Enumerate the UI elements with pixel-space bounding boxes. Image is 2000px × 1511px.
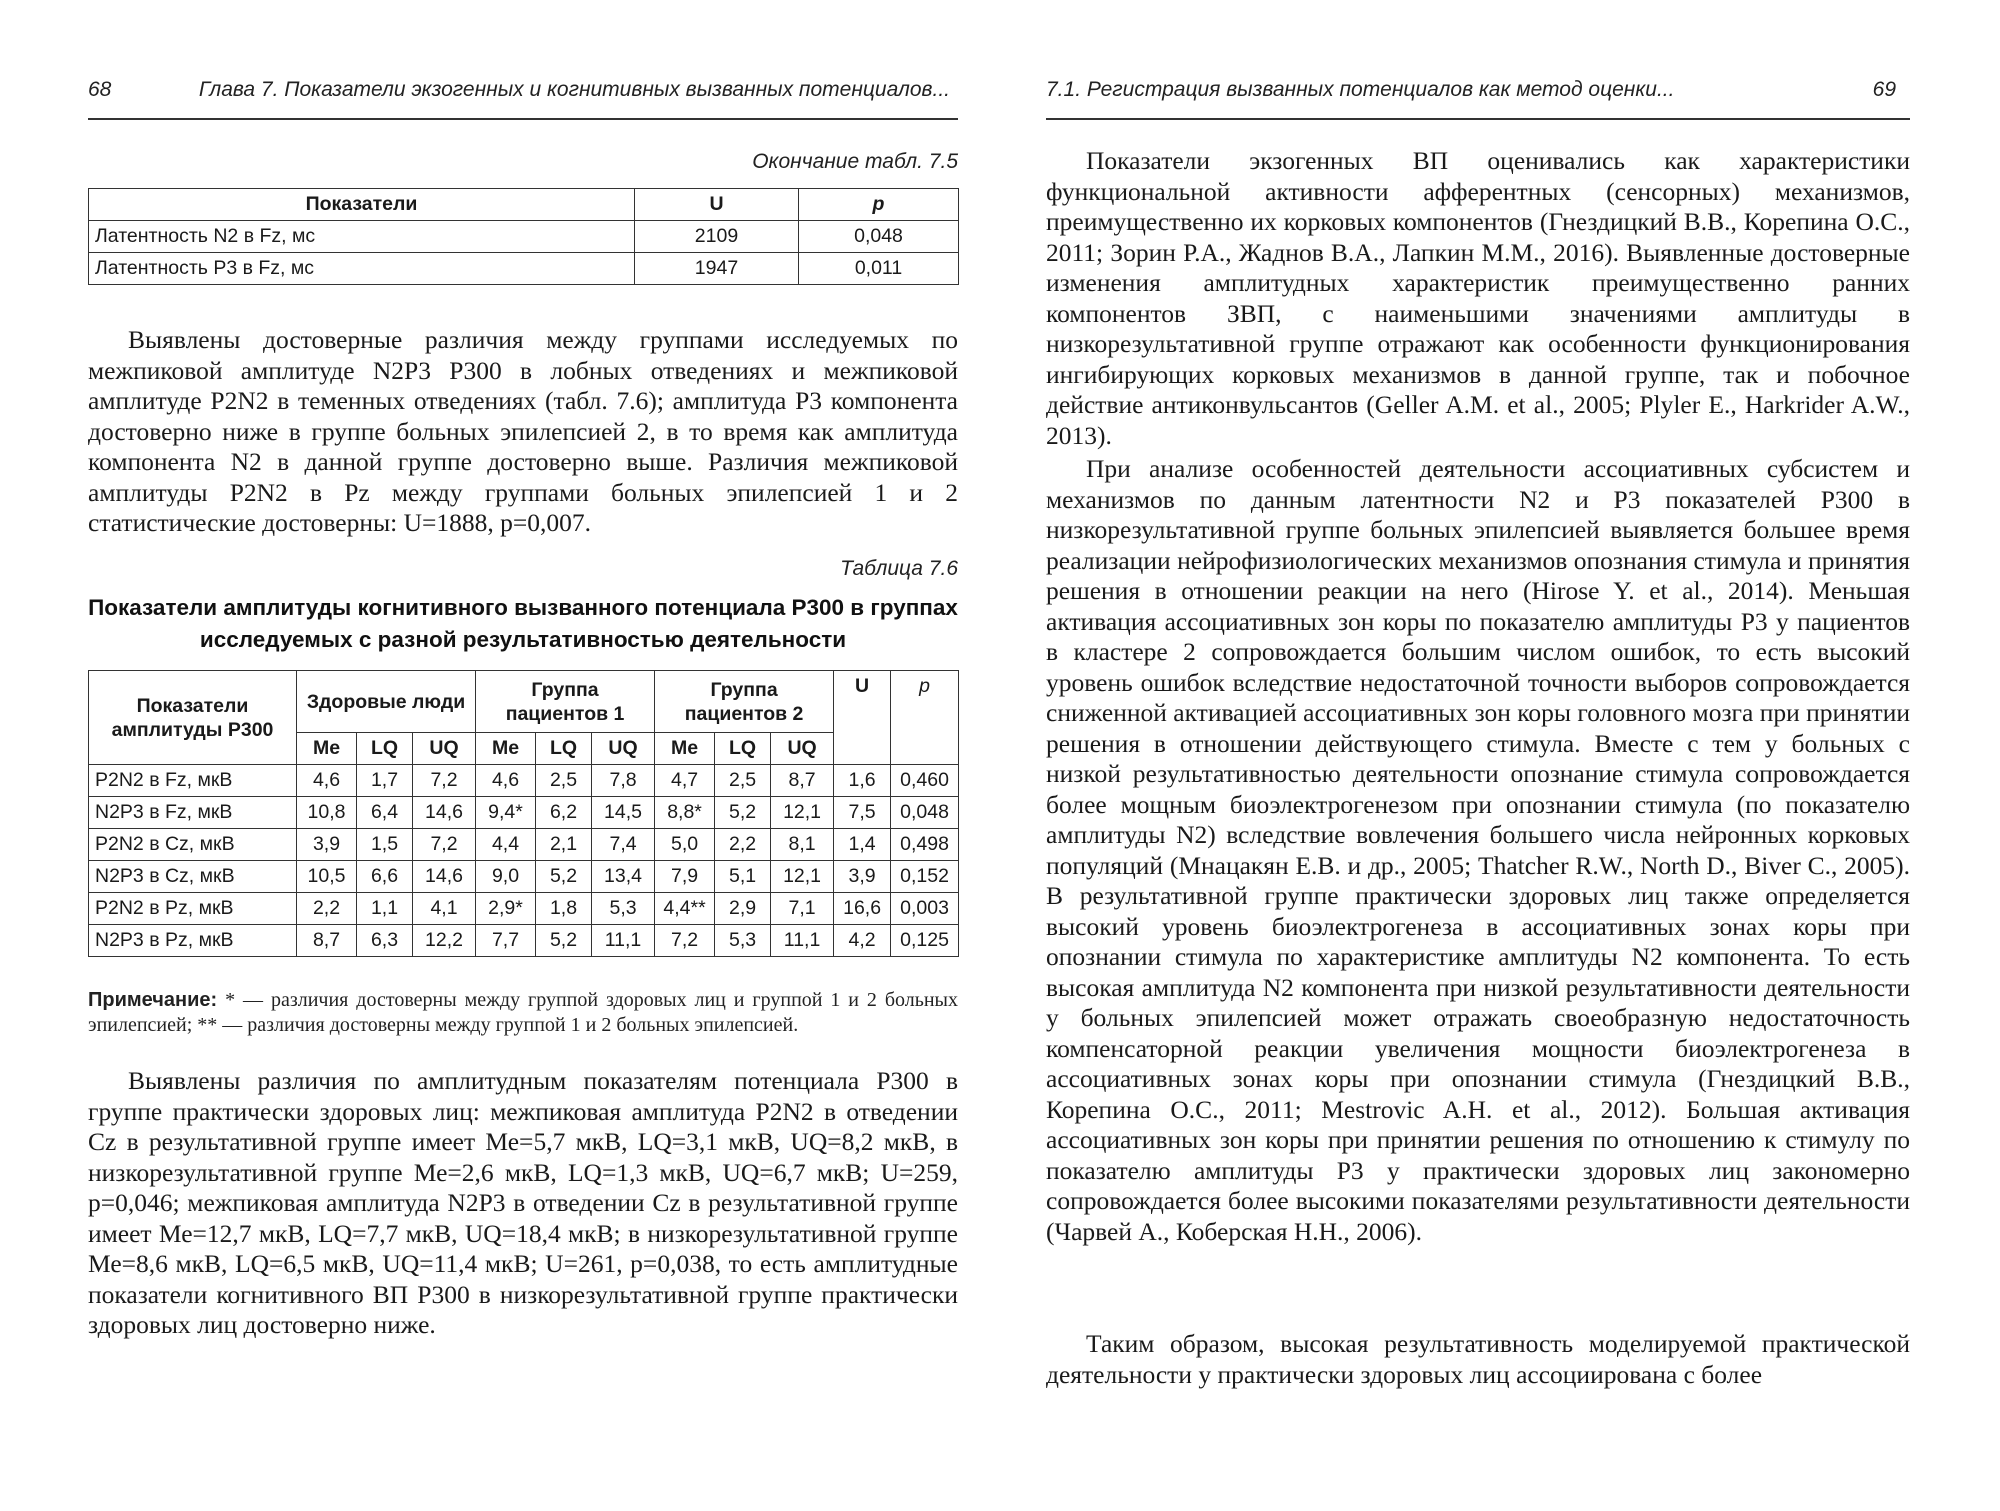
- table-cell: 4,7: [655, 765, 715, 797]
- table-cell: 1,6: [834, 765, 891, 797]
- table-row: [89, 797, 959, 829]
- table-cell: 5,0: [655, 829, 715, 861]
- table-cell: 12,1: [771, 797, 834, 829]
- table-cell: 7,2: [655, 925, 715, 957]
- table-cell: 0,498: [891, 829, 959, 861]
- table-cell: 0,048: [799, 221, 959, 253]
- table-cell: 0,125: [891, 925, 959, 957]
- table-cell: 1947: [635, 253, 799, 285]
- table-cell: 14,6: [413, 797, 476, 829]
- table-cell: Латентность Р3 в Fz, мс: [89, 253, 635, 285]
- table-cell: 2,5: [536, 765, 592, 797]
- table-cell: 5,3: [592, 893, 655, 925]
- table-row: [89, 925, 959, 957]
- table-cell: 7,9: [655, 861, 715, 893]
- table-cell: 2,9: [715, 893, 771, 925]
- running-head-title: Глава 7. Показатели экзогенных и когнитивных вызванных потенциалов...: [198, 78, 950, 101]
- table-cell: 5,3: [715, 925, 771, 957]
- page-number: 69: [1872, 78, 1896, 101]
- table-cell: 2,5: [715, 765, 771, 797]
- table-cell: 12,2: [413, 925, 476, 957]
- subheader-uq: UQ: [413, 733, 476, 765]
- row-label: N2Р3 в Pz, мкВ: [89, 925, 297, 957]
- table-cell: 7,4: [592, 829, 655, 861]
- subheader-uq: UQ: [771, 733, 834, 765]
- table-cell: 6,4: [357, 797, 413, 829]
- table-cell: 1,4: [834, 829, 891, 861]
- table-header-row: [89, 189, 959, 221]
- subheader-lq: LQ: [536, 733, 592, 765]
- table-cell: 11,1: [592, 925, 655, 957]
- table-cell: 5,1: [715, 861, 771, 893]
- table-note: [88, 988, 958, 1038]
- table-body: [89, 765, 959, 957]
- table-cell: 11,1: [771, 925, 834, 957]
- table-7-5: [88, 188, 959, 285]
- col-header-group-1: Группа пациентов 1: [476, 671, 655, 733]
- table-cell: 4,6: [297, 765, 357, 797]
- paragraph: Показатели экзогенных ВП оценивались как характеристики функциональной активности афферентных (сенсорных) механизмов, преимущественно их корковых компонентов (Гнездицкий В.В., Корепина О.С., 2011; Зорин Р.А., Жаднов В.А., Лапкин М.М., 2016). Выявленные достоверные изменения амплитудных характеристик преимущественно ранних компонентов ЗВП, с наименьшими значениями амплитуды в низкорезультативной группе отражают как особенности функционирования ингибирующих корковых механизмов в данной группе, так и побочное действие антиконвульсантов (Geller A.M. et al., 2005; Plyler E., Harkrider A.W., 2013).: [1046, 146, 1910, 450]
- table-cell: 12,1: [771, 861, 834, 893]
- table-7-6-title: Показатели амплитуды когнитивного вызванного потенциала Р300 в группах исследуемых с разной результативностью деятельности: [88, 595, 958, 652]
- note-label: Примечание:: [88, 989, 218, 1011]
- table-cell: 6,6: [357, 861, 413, 893]
- table-header-row: [89, 671, 959, 733]
- col-header-group-2: Группа пациентов 2: [655, 671, 834, 733]
- table-cell: 4,4: [476, 829, 536, 861]
- col-header-p: p: [799, 189, 959, 221]
- table-cell: 5,2: [536, 861, 592, 893]
- table-cell: 2,9*: [476, 893, 536, 925]
- col-header-p: p: [891, 671, 959, 765]
- table-cell: 0,048: [891, 797, 959, 829]
- table-cell: 8,8*: [655, 797, 715, 829]
- paragraph: Выявлены различия по амплитудным показателям потенциала Р300 в группе практически здоровых лиц: межпиковая амплитуда Р2N2 в отведении Cz в результативной группе имеет Ме=5,7 мкВ, LQ=3,1 мкВ, UQ=8,2 мкВ, в низкорезультативной группе Ме=2,6 мкВ, LQ=1,3 мкВ, UQ=6,7 мкВ; U=259, p=0,046; межпиковая амплитуда N2Р3 в отведении Cz в результативной группе имеет Ме=12,7 мкВ, LQ=7,7 мкВ, UQ=18,4 мкВ; в низкорезультативной группе Ме=8,6 мкВ, LQ=6,5 мкВ, UQ=11,4 мкВ; U=261, p=0,038, то есть амплитудные показатели когнитивного ВП Р300 в низкорезультативной группе практически здоровых лиц достоверно ниже.: [88, 1066, 958, 1339]
- note-text: * — различия достоверны между группой здоровых лиц и группой 1 и 2 больных эпилепсией; ** — различия достоверны между группой 1 и 2 больных эпилепсией.: [88, 989, 958, 1036]
- right-page: [1000, 0, 2000, 1511]
- col-header-indicator: Показатели амплитуды Р300: [89, 671, 297, 765]
- table-cell: 0,011: [799, 253, 959, 285]
- running-header: [88, 78, 958, 120]
- table-cell: 1,7: [357, 765, 413, 797]
- row-label: N2Р3 в Fz, мкВ: [89, 797, 297, 829]
- table-cell: 13,4: [592, 861, 655, 893]
- running-head-title: 7.1. Регистрация вызванных потенциалов как метод оценки...: [1046, 78, 1675, 101]
- table-cell: 10,5: [297, 861, 357, 893]
- paragraph: Выявлены достоверные различия между группами исследуемых по межпиковой амплитуде N2Р3 Р300 в лобных отведениях и межпиковой амплитуде Р2N2 в теменных отведениях (табл. 7.6); амплитуда Р3 компонента достоверно ниже в группе больных эпилепсией 2, в то время как амплитуда компонента N2 в данной группе достоверно выше. Различия межпиковой амплитуды Р2N2 в Pz между группами больных эпилепсией 1 и 2 статистические достоверны: U=1888, p=0,007.: [88, 325, 958, 537]
- table-cell: 9,4*: [476, 797, 536, 829]
- table-cell: 4,1: [413, 893, 476, 925]
- row-label: N2Р3 в Cz, мкВ: [89, 861, 297, 893]
- paragraph: При анализе особенностей деятельности ассоциативных субсистем и механизмов по данным латентности N2 и Р3 показателей Р300 в низкорезультативной группе больных эпилепсией выявляется большее время реализации нейрофизиологических механизмов опознания стимула и принятия решения в отношении реакции на него (Hirose Y. et al., 2014). Меньшая активация ассоциативных зон коры по показателю амплитуды Р3 у пациентов в кластере 2 сопровождается большим числом ошибок, то есть высокий уровень ошибок вследствие недостаточной точности выборов сопровождается сниженной активацией ассоциативных зон коры головного мозга при принятии решения в отношении действующего стимула. Вместе с тем у больных с низкой результативностью деятельности опознание стимула сопровождается более мощным биоэлектрогенезом при опознании стимула (по показателю амплитуды N2) вследствие вовлечения большего числа нейронных корковых популяций (Мнацакян Е.В. и др., 2005; Thatcher R.W., North D., Biver C., 2005). В результативной группе практически здоровых лиц также определяется высокий уровень биоэлектрогенеза в ассоциативных зонах коры при опознании стимула по характеристике амплитуды N2 компонента. То есть высокая амплитуда N2 компонента при низкой результативности деятельности у больных эпилепсией может отражать своеобразную недостаточность компенсаторной реакции увеличения мощности биоэлектрогенеза в ассоциативных зонах коры при опознании стимула (Гнездицкий В.В., Корепина О.С., 2011; Mestrovic A.H. et al., 2012). Большая активация ассоциативных зон коры при принятии решения по отношению к стимулу по показателю амплитуды Р3 у практически здоровых лиц закономерно сопровождается более высокими показателями результативности деятельности (Чарвей А., Коберская Н.Н., 2006).: [1046, 454, 1910, 1246]
- table-cell: 4,6: [476, 765, 536, 797]
- table-cell: 7,7: [476, 925, 536, 957]
- table-cell: 0,003: [891, 893, 959, 925]
- table-cell: 2109: [635, 221, 799, 253]
- col-header-u: U: [834, 671, 891, 765]
- table-cell: 8,7: [771, 765, 834, 797]
- table-cell: 10,8: [297, 797, 357, 829]
- table-cell: 2,2: [715, 829, 771, 861]
- table-cell: 6,3: [357, 925, 413, 957]
- table-cell: 2,1: [536, 829, 592, 861]
- subheader-lq: LQ: [357, 733, 413, 765]
- table-cell: 7,5: [834, 797, 891, 829]
- table-row: [89, 893, 959, 925]
- table-cell: 9,0: [476, 861, 536, 893]
- table-cell: 7,8: [592, 765, 655, 797]
- table-cell: 1,1: [357, 893, 413, 925]
- col-header-healthy: Здоровые люди: [297, 671, 476, 733]
- table-cell: 5,2: [715, 797, 771, 829]
- table-cell: 1,5: [357, 829, 413, 861]
- table-cell: 14,5: [592, 797, 655, 829]
- table-cell: 0,152: [891, 861, 959, 893]
- table-cell: 8,1: [771, 829, 834, 861]
- row-label: Р2N2 в Pz, мкВ: [89, 893, 297, 925]
- table-7-5-caption: Окончание табл. 7.5: [752, 150, 958, 173]
- col-header-u: U: [635, 189, 799, 221]
- table-cell: 2,2: [297, 893, 357, 925]
- subheader-me: Ме: [297, 733, 357, 765]
- table-cell: 4,2: [834, 925, 891, 957]
- table-cell: 0,460: [891, 765, 959, 797]
- table-cell: 7,1: [771, 893, 834, 925]
- table-row: [89, 829, 959, 861]
- table-cell: 6,2: [536, 797, 592, 829]
- table-row: [89, 221, 959, 253]
- subheader-me: Ме: [655, 733, 715, 765]
- subheader-uq: UQ: [592, 733, 655, 765]
- table-cell: 14,6: [413, 861, 476, 893]
- running-header: [1046, 78, 1910, 120]
- table-cell: 7,2: [413, 829, 476, 861]
- row-label: Р2N2 в Cz, мкВ: [89, 829, 297, 861]
- col-header-indicator: Показатели: [89, 189, 635, 221]
- table-cell: 3,9: [297, 829, 357, 861]
- table-7-6-label: Таблица 7.6: [840, 557, 958, 580]
- table-cell: 1,8: [536, 893, 592, 925]
- table-cell: Латентность N2 в Fz, мс: [89, 221, 635, 253]
- table-cell: 5,2: [536, 925, 592, 957]
- page-number: 68: [88, 78, 112, 101]
- table-cell: 4,4**: [655, 893, 715, 925]
- subheader-lq: LQ: [715, 733, 771, 765]
- table-cell: 7,2: [413, 765, 476, 797]
- table-cell: 16,6: [834, 893, 891, 925]
- table-cell: 8,7: [297, 925, 357, 957]
- table-7-6: [88, 670, 959, 957]
- paragraph: Таким образом, высокая результативность моделируемой практической деятельности у практически здоровых лиц ассоциирована с более: [1046, 1329, 1910, 1389]
- table-cell: 3,9: [834, 861, 891, 893]
- table-row: [89, 861, 959, 893]
- subheader-me: Ме: [476, 733, 536, 765]
- table-row: [89, 765, 959, 797]
- table-row: [89, 253, 959, 285]
- row-label: Р2N2 в Fz, мкВ: [89, 765, 297, 797]
